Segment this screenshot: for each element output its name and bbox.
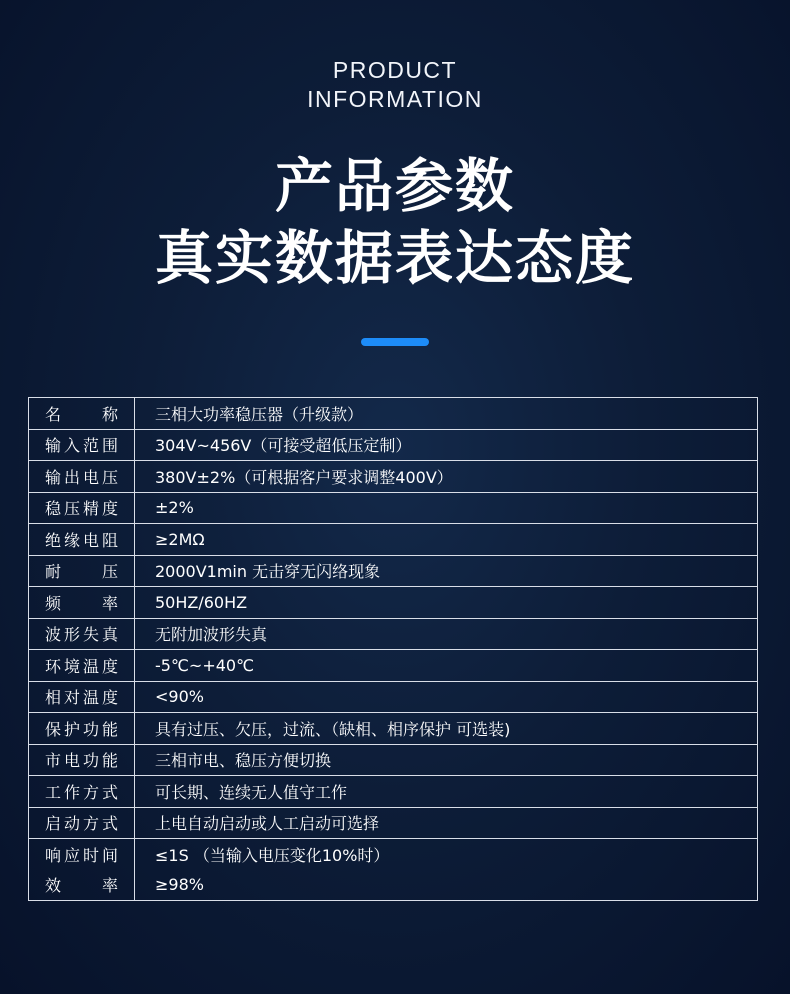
table-row [29,744,758,776]
table-row [29,555,758,587]
spec-label: 相对温度 [29,681,135,713]
accent-divider [361,338,429,346]
spec-value: 具有过压、欠压，过流、（缺相、相序保护 可选装) [135,713,758,745]
spec-value: 无附加波形失真 [135,618,758,650]
spec-value: 380V±2%（可根据客户要求调整400V） [135,461,758,493]
table-row [29,681,758,713]
section-eyebrow [0,56,790,114]
spec-label: 市电功能 [29,744,135,776]
eyebrow-line-1: PRODUCT [332,57,458,83]
spec-table [28,397,758,901]
spec-value: 2000V1min 无击穿无闪络现象 [135,555,758,587]
title-line-1: 产品参数 [274,152,515,220]
spec-value: 三相市电、稳压方便切换 [135,744,758,776]
spec-value: 三相大功率稳压器（升级款） [135,398,758,430]
table-row [29,650,758,682]
spec-label: 输入范围 [29,429,135,461]
title-line-2: 真实数据表达态度 [154,224,635,292]
table-row [29,587,758,619]
spec-value: ±2% [135,492,758,524]
spec-label: 名称 [29,398,135,430]
spec-label: 保护功能 [29,713,135,745]
eyebrow-line-2: INFORMATION [307,86,483,112]
spec-label: 响应时间 [29,839,135,870]
table-row [29,618,758,650]
spec-value: 50HZ/60HZ [135,587,758,619]
spec-label: 耐压 [29,555,135,587]
spec-label: 波形失真 [29,618,135,650]
spec-label: 频率 [29,587,135,619]
spec-value: 可长期、连续无人值守工作 [135,776,758,808]
table-row [29,807,758,839]
spec-label: 稳压精度 [29,492,135,524]
spec-label: 工作方式 [29,776,135,808]
spec-value: ≤1S （当输入电压变化10%时） [155,845,390,865]
spec-value: <90% [135,681,758,713]
spec-label: 环境温度 [29,650,135,682]
spec-label: 输出电压 [29,461,135,493]
spec-value: 上电自动启动或人工启动可选择 [135,807,758,839]
spec-label: 启动方式 [29,807,135,839]
spec-value: -5℃~+40℃ [135,650,758,682]
spec-value: 304V~456V（可接受超低压定制） [135,429,758,461]
spec-label: 效率 [29,870,135,901]
spec-value: ≥98% [135,870,758,901]
table-row [29,492,758,524]
table-row [29,713,758,745]
table-row [29,524,758,556]
table-row [29,839,758,870]
spec-label: 绝缘电阻 [29,524,135,556]
table-row [29,776,758,808]
table-row [29,461,758,493]
table-row [29,398,758,430]
spec-value: ≥2MΩ [135,524,758,556]
table-row [29,429,758,461]
table-row [29,870,758,901]
page-title [0,150,790,294]
